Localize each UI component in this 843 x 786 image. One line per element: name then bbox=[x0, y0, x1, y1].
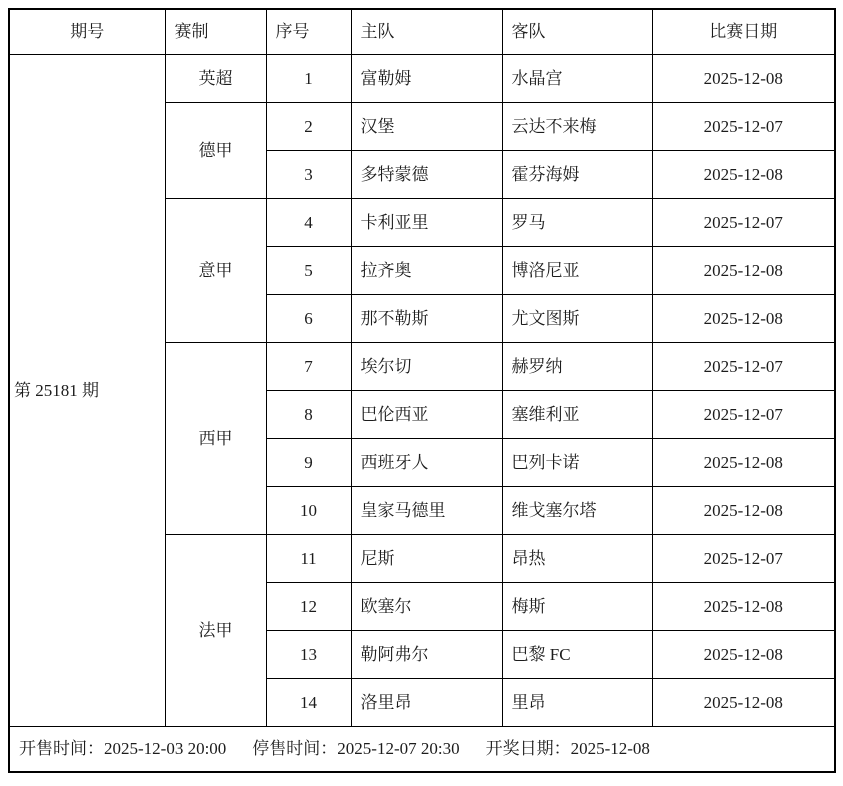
match-date-cell: 2025-12-08 bbox=[652, 438, 835, 486]
home-team-cell: 欧塞尔 bbox=[351, 582, 502, 630]
seq-cell: 1 bbox=[266, 54, 351, 102]
match-date-cell: 2025-12-08 bbox=[652, 630, 835, 678]
seq-cell: 11 bbox=[266, 534, 351, 582]
away-team-cell: 梅斯 bbox=[502, 582, 652, 630]
seq-cell: 4 bbox=[266, 198, 351, 246]
league-cell-epl: 英超 bbox=[165, 54, 266, 102]
draw-date-label: 开奖日期： bbox=[485, 739, 571, 759]
home-team-cell: 汉堡 bbox=[351, 102, 502, 150]
away-team-cell: 霍芬海姆 bbox=[502, 150, 652, 198]
sale-end-value: 2025-12-07 20:30 bbox=[337, 739, 460, 759]
away-team-cell: 赫罗纳 bbox=[502, 342, 652, 390]
match-date-cell: 2025-12-08 bbox=[652, 582, 835, 630]
match-date-cell: 2025-12-08 bbox=[652, 678, 835, 726]
away-team-cell: 里昂 bbox=[502, 678, 652, 726]
match-date-cell: 2025-12-07 bbox=[652, 198, 835, 246]
home-team-cell: 巴伦西亚 bbox=[351, 390, 502, 438]
sale-start-info bbox=[19, 739, 226, 758]
away-team-cell: 塞维利亚 bbox=[502, 390, 652, 438]
seq-cell: 3 bbox=[266, 150, 351, 198]
match-date-cell: 2025-12-08 bbox=[652, 294, 835, 342]
sale-start-label: 开售时间： bbox=[19, 739, 104, 759]
match-date-cell: 2025-12-07 bbox=[652, 534, 835, 582]
home-team-cell: 皇家马德里 bbox=[351, 486, 502, 534]
sale-info-cell bbox=[9, 726, 835, 772]
away-team-cell: 昂热 bbox=[502, 534, 652, 582]
match-date-cell: 2025-12-08 bbox=[652, 54, 835, 102]
home-team-cell: 富勒姆 bbox=[351, 54, 502, 102]
away-team-cell: 巴列卡诺 bbox=[502, 438, 652, 486]
away-team-cell: 博洛尼亚 bbox=[502, 246, 652, 294]
col-header-period: 期号 bbox=[9, 9, 165, 54]
home-team-cell: 西班牙人 bbox=[351, 438, 502, 486]
seq-cell: 9 bbox=[266, 438, 351, 486]
home-team-cell: 那不勒斯 bbox=[351, 294, 502, 342]
match-date-cell: 2025-12-08 bbox=[652, 486, 835, 534]
seq-cell: 5 bbox=[266, 246, 351, 294]
sale-end-info bbox=[252, 739, 459, 758]
sale-end-label: 停售时间： bbox=[252, 739, 338, 759]
league-cell-laliga: 西甲 bbox=[165, 342, 266, 534]
sale-start-value: 2025-12-03 20:00 bbox=[104, 739, 227, 759]
match-row bbox=[9, 54, 835, 102]
home-team-cell: 拉齐奥 bbox=[351, 246, 502, 294]
table-header-row bbox=[9, 9, 835, 54]
match-date-cell: 2025-12-08 bbox=[652, 246, 835, 294]
col-header-home: 主队 bbox=[351, 9, 502, 54]
home-team-cell: 尼斯 bbox=[351, 534, 502, 582]
seq-cell: 8 bbox=[266, 390, 351, 438]
home-team-cell: 多特蒙德 bbox=[351, 150, 502, 198]
seq-cell: 14 bbox=[266, 678, 351, 726]
seq-cell: 2 bbox=[266, 102, 351, 150]
home-team-cell: 卡利亚里 bbox=[351, 198, 502, 246]
away-team-cell: 水晶宫 bbox=[502, 54, 652, 102]
home-team-cell: 勒阿弗尔 bbox=[351, 630, 502, 678]
away-team-cell: 云达不来梅 bbox=[502, 102, 652, 150]
away-team-cell: 尤文图斯 bbox=[502, 294, 652, 342]
away-team-cell: 罗马 bbox=[502, 198, 652, 246]
draw-date-value: 2025-12-08 bbox=[570, 739, 650, 759]
col-header-seq: 序号 bbox=[266, 9, 351, 54]
away-team-cell: 维戈塞尔塔 bbox=[502, 486, 652, 534]
sale-info-row bbox=[9, 726, 835, 772]
col-header-format: 赛制 bbox=[165, 9, 266, 54]
league-cell-seriea: 意甲 bbox=[165, 198, 266, 342]
away-team-cell: 巴黎 FC bbox=[502, 630, 652, 678]
col-header-date: 比赛日期 bbox=[652, 9, 835, 54]
seq-cell: 10 bbox=[266, 486, 351, 534]
match-date-cell: 2025-12-08 bbox=[652, 150, 835, 198]
match-date-cell: 2025-12-07 bbox=[652, 102, 835, 150]
seq-cell: 7 bbox=[266, 342, 351, 390]
league-cell-bundesliga: 德甲 bbox=[165, 102, 266, 198]
seq-cell: 12 bbox=[266, 582, 351, 630]
league-cell-ligue1: 法甲 bbox=[165, 534, 266, 726]
home-team-cell: 洛里昂 bbox=[351, 678, 502, 726]
period-cell: 第 25181 期 bbox=[9, 54, 165, 726]
seq-cell: 6 bbox=[266, 294, 351, 342]
home-team-cell: 埃尔切 bbox=[351, 342, 502, 390]
seq-cell: 13 bbox=[266, 630, 351, 678]
match-date-cell: 2025-12-07 bbox=[652, 342, 835, 390]
match-schedule-table bbox=[8, 8, 836, 773]
match-date-cell: 2025-12-07 bbox=[652, 390, 835, 438]
draw-date-info bbox=[486, 739, 650, 758]
col-header-away: 客队 bbox=[502, 9, 652, 54]
